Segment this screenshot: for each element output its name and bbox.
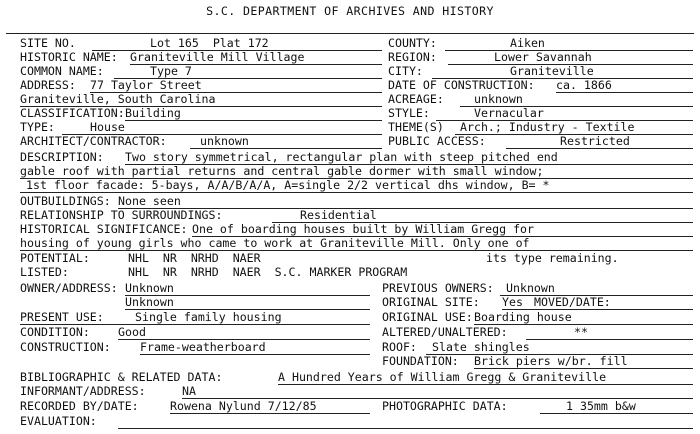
county-label: COUNTY: — [388, 36, 437, 50]
construction-label: CONSTRUCTION: — [20, 340, 111, 354]
recorded-label: RECORDED BY/DATE: — [20, 399, 139, 413]
address-line2: Graniteville, South Carolina — [20, 92, 216, 106]
original-use-value: Boarding house — [474, 310, 572, 324]
altered-label: ALTERED/UNALTERED: — [382, 325, 508, 339]
classification-value: Building — [125, 106, 181, 120]
significance-line2: housing of young girls who came to work at Graniteville Mill. Only one of — [20, 236, 530, 250]
altered-rule — [526, 339, 693, 340]
form-title: S.C. DEPARTMENT OF ARCHIVES AND HISTORY — [206, 4, 494, 18]
region-label: REGION: — [388, 50, 437, 64]
historic-name-value: Graniteville Mill Village — [130, 50, 305, 64]
bibliographic-rule — [278, 384, 693, 385]
architect-label: ARCHITECT/CONTRACTOR: — [20, 134, 167, 148]
themes-label: THEME(S) — [388, 120, 444, 134]
architect-rule — [190, 148, 382, 149]
relationship-label: RELATIONSHIP TO SURROUNDINGS: — [20, 208, 223, 222]
county-value: Aiken — [510, 36, 545, 50]
address-label: ADDRESS: — [20, 78, 76, 92]
city-value: Graniteville — [510, 64, 594, 78]
acreage-value: unknown — [474, 92, 523, 106]
photographic-rule — [540, 413, 693, 414]
significance-label: HISTORICAL SIGNIFICANCE: — [20, 222, 188, 236]
original-site-value: Yes — [502, 295, 523, 309]
city-label: CITY: — [388, 64, 423, 78]
photographic-value: 1 35mm b&w — [566, 399, 636, 413]
public-access-rule — [506, 148, 693, 149]
site-no-value: Lot 165 Plat 172 — [150, 36, 269, 50]
previous-owners-label: PREVIOUS OWNERS: — [382, 281, 494, 295]
present-use-value: Single family housing — [135, 310, 282, 324]
foundation-label: FOUNDATION: — [382, 354, 459, 368]
description-line2: gable roof with partial returns and central gable dormer with small window; — [20, 164, 544, 178]
common-name-label: COMMON NAME: — [20, 64, 104, 78]
listed-options: NHL NR NRHD NAER S.C. MARKER PROGRAM — [128, 265, 408, 279]
significance-line1: One of boarding houses built by William Gregg for — [192, 222, 535, 236]
moved-date-label: MOVED/DATE: — [534, 295, 611, 309]
date-rule — [556, 92, 693, 93]
significance-line3: its type remaining. — [486, 251, 619, 265]
classification-rule — [125, 120, 382, 121]
description-line1: Two story symmetrical, rectangular plan with steep pitched end — [125, 150, 558, 164]
type-label: TYPE: — [20, 120, 55, 134]
present-use-label: PRESENT USE: — [20, 310, 104, 324]
classification-label: CLASSIFICATION: — [20, 106, 125, 120]
condition-value: Good — [118, 325, 146, 339]
outbuildings-value: None seen — [118, 194, 181, 208]
informant-label: INFORMANT/ADDRESS: — [20, 384, 146, 398]
original-site-label: ORIGINAL SITE: — [382, 295, 480, 309]
common-name-value: Type 7 — [150, 64, 192, 78]
condition-label: CONDITION: — [20, 325, 90, 339]
relationship-value: Residential — [300, 208, 377, 222]
evaluation-label: EVALUATION: — [20, 414, 97, 428]
roof-value: Slate shingles — [432, 340, 530, 354]
potential-options: NHL NR NRHD NAER — [128, 251, 261, 265]
foundation-rule — [474, 368, 693, 369]
potential-label: POTENTIAL: — [20, 251, 90, 265]
owner-value: Unknown — [125, 281, 174, 295]
style-label: STYLE: — [388, 106, 430, 120]
address-value: 77 Taylor Street — [90, 78, 202, 92]
date-value: ca. 1866 — [556, 78, 612, 92]
informant-value: NA — [182, 384, 196, 398]
foundation-value: Brick piers w/br. fill — [474, 354, 628, 368]
original-use-label: ORIGINAL USE: — [382, 310, 473, 324]
date-label: DATE OF CONSTRUCTION: — [388, 78, 535, 92]
top-divider — [6, 33, 694, 34]
owner-line2: Unknown — [125, 295, 174, 309]
photographic-label: PHOTOGRAPHIC DATA: — [382, 399, 508, 413]
altered-value: ** — [574, 325, 588, 339]
description-rule3 — [20, 192, 693, 193]
historic-name-label: HISTORIC NAME: — [20, 50, 118, 64]
type-value: House — [90, 120, 125, 134]
construction-value: Frame-weatherboard — [140, 340, 266, 354]
outbuildings-label: OUTBUILDINGS: — [20, 194, 111, 208]
recorded-value: Rowena Nylund 7/12/85 — [170, 399, 317, 413]
bibliographic-label: BIBLIOGRAPHIC & RELATED DATA: — [20, 370, 223, 384]
roof-label: ROOF: — [382, 340, 417, 354]
previous-owners-value: Unknown — [506, 281, 555, 295]
evaluation-rule — [118, 428, 693, 429]
architect-value: unknown — [200, 134, 249, 148]
themes-value: Arch.; Industry - Textile — [460, 120, 635, 134]
acreage-label: ACREAGE: — [388, 92, 444, 106]
public-access-label: PUBLIC ACCESS: — [388, 134, 486, 148]
public-access-value: Restricted — [560, 134, 630, 148]
region-value: Lower Savannah — [494, 50, 592, 64]
description-label: DESCRIPTION: — [20, 150, 104, 164]
style-value: Vernacular — [474, 106, 544, 120]
construction-rule — [140, 354, 370, 355]
owner-label: OWNER/ADDRESS: — [20, 281, 118, 295]
listed-label: LISTED: — [20, 265, 69, 279]
description-line3: 1st floor facade: 5-bays, A/A/B/A/A, A=single 2/2 vertical dhs window, B= * — [26, 178, 550, 192]
recorded-rule — [170, 413, 370, 414]
site-no-label: SITE NO. — [20, 36, 76, 50]
bibliographic-value: A Hundred Years of William Gregg & Graniteville — [278, 370, 607, 384]
